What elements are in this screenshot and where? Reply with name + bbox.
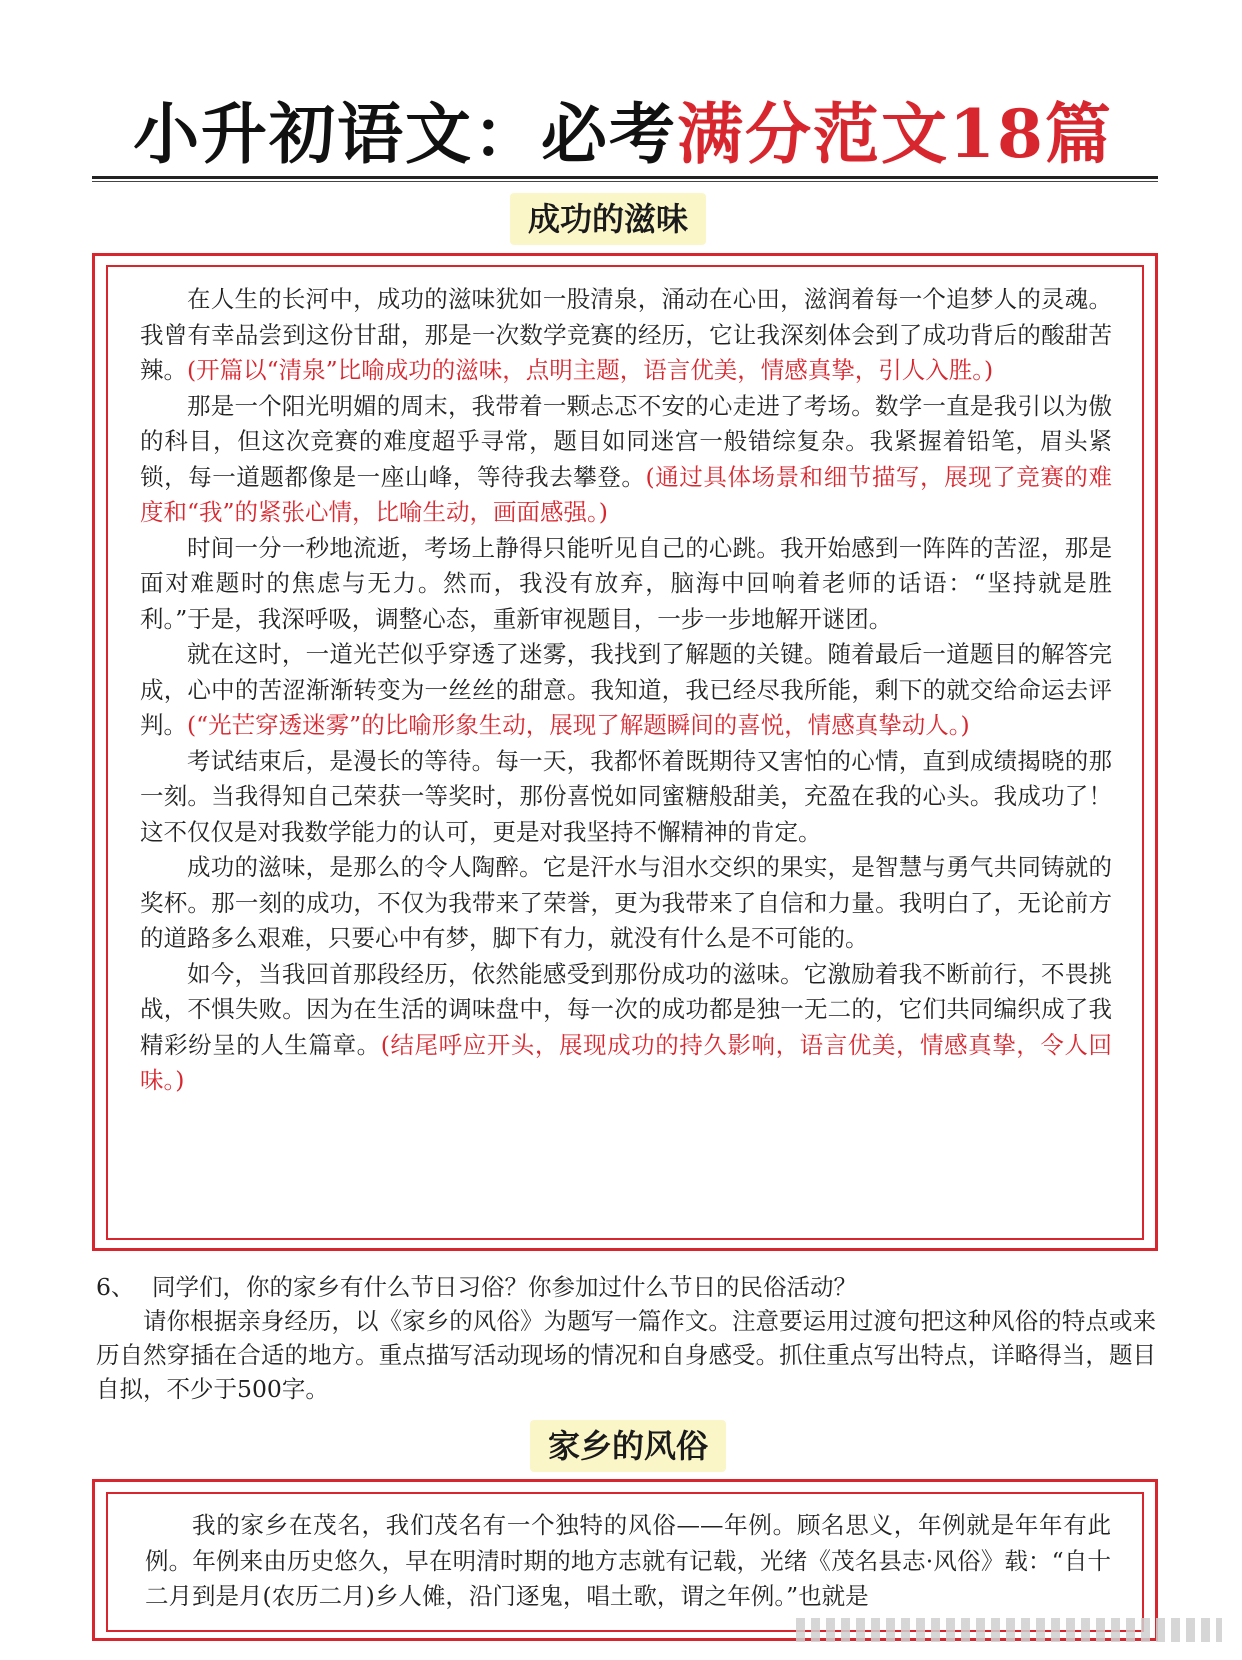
- essay1-paragraph-4: 就在这时，一道光芒似乎穿透了迷雾，我找到了解题的关键。随着最后一道题目的解答完成，心中的苦涩渐渐转变为一丝丝的甜意。我知道，我已经尽我所能，剩下的就交给命运去评判。(“光芒穿透迷雾”的比喻形象生动，展现了解题瞬间的喜悦，情感真挚动人。): [140, 640, 1112, 739]
- title-underline: [92, 176, 1158, 179]
- question-6: [96, 1270, 1156, 1406]
- watermark-bar: [796, 1618, 1222, 1642]
- title-underline-thin: [92, 181, 1158, 182]
- essay2-body: [145, 1508, 1111, 1615]
- essay2-paragraph-1: 我的家乡在茂名，我们茂名有一个独特的风俗——年例。顾名思义，年例就是年年有此例。年例来由历史悠久，早在明清时期的地方志就有记载，光绪《茂名县志·风俗》载：“自十二月到是月(农历二月)乡人傩，沿门逐鬼，唱土歌，谓之年例。”也就是: [145, 1511, 1111, 1610]
- essay1-comment-2: (通过具体场景和细节描写，展现了竞赛的难度和“我”的紧张心情，比喻生动，画面感强。): [140, 462, 1112, 526]
- question-number: 6、: [96, 1273, 135, 1301]
- essay1-paragraph-7: 如今，当我回首那段经历，依然能感受到那份成功的滋味。它激励着我不断前行，不畏挑战，不惧失败。因为在生活的调味盘中，每一次的成功都是独一无二的，它们共同编织成了我精彩纷呈的人生篇章。(结尾呼应开头，展现成功的持久影响，语言优美，情感真挚，令人回味。): [140, 959, 1113, 1094]
- essay1-comment-7: (结尾呼应开头，展现成功的持久影响，语言优美，情感真挚，令人回味。): [140, 1030, 1113, 1094]
- essay1-paragraph-2: 那是一个阳光明媚的周末，我带着一颗忐忑不安的心走进了考场。数学一直是我引以为傲的科目，但这次竞赛的难度超乎寻常，题目如同迷宫一般错综复杂。我紧握着铅笔，眉头紧锁，每一道题都像是一座山峰，等待我去攀登。(通过具体场景和细节描写，展现了竞赛的难度和“我”的紧张心情，比喻生动，画面感强。): [140, 391, 1112, 526]
- essay1-paragraph-1: 在人生的长河中，成功的滋味犹如一股清泉，涌动在心田，滋润着每一个追梦人的灵魂。我曾有幸品尝到这份甘甜，那是一次数学竞赛的经历，它让我深刻体会到了成功背后的酸甜苦辣。(开篇以“清泉”比喻成功的滋味，点明主题，语言优美，情感真挚，引人入胜。): [140, 285, 1112, 384]
- title-black-part: 小升初语文：必考: [133, 95, 678, 173]
- title-red-part: 满分范文18篇: [677, 95, 1113, 173]
- page-title: [92, 92, 1154, 176]
- essay1-body: [140, 282, 1112, 1099]
- essay1-comment-4: (“光芒穿透迷雾”的比喻形象生动，展现了解题瞬间的喜悦，情感真挚动人。): [187, 711, 970, 739]
- essay1-paragraph-6: 成功的滋味，是那么的令人陶醉。它是汗水与泪水交织的果实，是智慧与勇气共同铸就的奖杯。那一刻的成功，不仅为我带来了荣誉，更为我带来了自信和力量。我明白了，无论前方的道路多么艰难，只要心中有梦，脚下有力，就没有什么是不可能的。: [140, 853, 1112, 952]
- essay1-paragraph-5: 考试结束后，是漫长的等待。每一天，我都怀着既期待又害怕的心情，直到成绩揭晓的那一刻。当我得知自己荣获一等奖时，那份喜悦如同蜜糖般甜美，充盈在我的心头。我成功了！这不仅仅是对我数学能力的认可，更是对我坚持不懈精神的肯定。: [140, 746, 1112, 846]
- essay1-heading: 成功的滋味: [510, 193, 706, 245]
- essay1-comment-1: (开篇以“清泉”比喻成功的滋味，点明主题，语言优美，情感真挚，引人入胜。): [187, 356, 994, 384]
- question-instructions: 请你根据亲身经历，以《家乡的风俗》为题写一篇作文。注意要运用过渡句把这种风俗的特点或来历自然穿插在合适的地方。重点描写活动现场的情况和自身感受。抓住重点写出特点，详略得当，题目自拟，不少于500字。: [96, 1307, 1156, 1403]
- essay2-heading: 家乡的风俗: [530, 1420, 726, 1472]
- essay1-paragraph-3: 时间一分一秒地流逝，考场上静得只能听见自己的心跳。我开始感到一阵阵的苦涩，那是面对难题时的焦虑与无力。然而，我没有放弃，脑海中回响着老师的话语：“坚持就是胜利。”于是，我深呼吸，调整心态，重新审视题目，一步一步地解开谜团。: [140, 533, 1112, 633]
- question-prompt: 同学们，你的家乡有什么节日习俗？你参加过什么节日的民俗活动？: [152, 1273, 857, 1301]
